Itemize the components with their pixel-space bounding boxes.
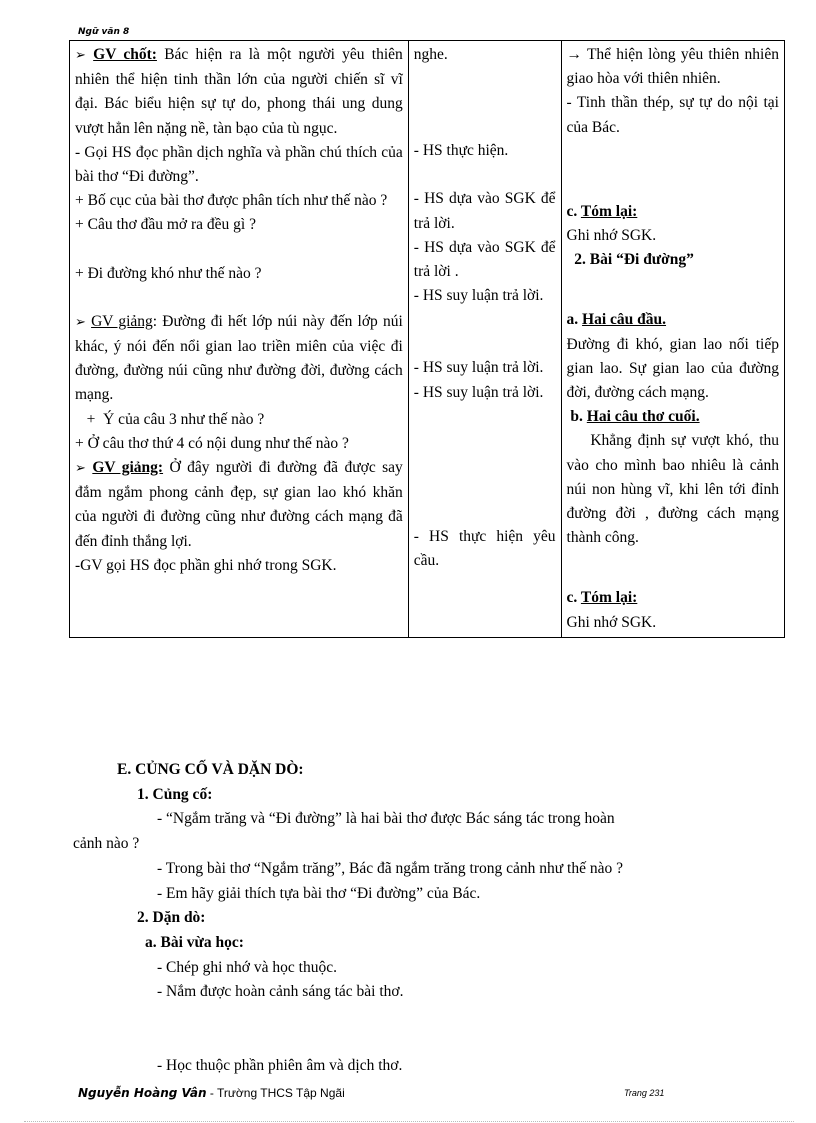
- content-text: - Tinh thần thép, sự tự do nội tại của Bác.: [566, 94, 779, 136]
- content-text: → Thể hiện lòng yêu thiên nhiên giao hòa với thiên nhiên.: [566, 46, 779, 88]
- subheading-label: Tóm lại:: [580, 202, 638, 220]
- student-activity: - HS dựa vào SGK để trả lời .: [413, 238, 556, 281]
- note-label: GV giảng: [91, 312, 153, 330]
- content-subheading: [567, 308, 779, 332]
- review-question: - Em hãy giải thích tựa bài thơ “Đi đường” của Bác.: [157, 884, 481, 902]
- bullet-arrow-icon: ➢: [75, 314, 86, 330]
- teacher-instruction: -GV gọi HS đọc phần ghi nhớ trong SGK.: [75, 556, 337, 574]
- subsection-heading: 2. Dặn dò:: [137, 909, 206, 927]
- content-text: Đường đi khó, gian lao nối tiếp gian lao. Sự gian lao của đường đời, đường cách mạng.: [566, 335, 779, 402]
- page-header-title: Ngữ văn 8: [78, 27, 130, 37]
- content-cell: [561, 41, 784, 638]
- bullet-arrow-icon: ➢: [75, 48, 86, 63]
- subheading-prefix: c.: [566, 202, 581, 220]
- student-activity: - HS dựa vào SGK để trả lời.: [413, 190, 556, 232]
- teacher-question: + Ý của câu 3 như thế nào ?: [75, 410, 265, 428]
- content-subheading: [567, 405, 779, 429]
- student-activity: - HS thực hiện.: [413, 142, 509, 160]
- subsection-heading: a. Bài vừa học:: [145, 933, 244, 951]
- teacher-question: + Đi đường khó như thế nào ?: [75, 264, 262, 282]
- note-text: Bác hiện ra là một người yêu thiên nhiên thể hiện tinh thần lớn của người chiến sĩ vĩ đại. Bác biểu hiện sự tự do, phong thái ung dung vượt hẳn lên nặng nề, tàn bạo của tù ngục.: [75, 46, 403, 137]
- subheading-label: Hai câu đầu.: [582, 311, 667, 329]
- note-label: GV chốt:: [93, 46, 157, 63]
- subheading-label: Tóm lại:: [580, 589, 638, 607]
- subheading-prefix: c.: [566, 589, 581, 607]
- content-subheading: [567, 200, 779, 224]
- content-text: Ghi nhớ SGK.: [566, 227, 657, 245]
- teacher-question: + Bố cục của bài thơ được phân tích như thế nào ?: [75, 192, 388, 210]
- page-footer: [78, 1086, 778, 1100]
- subsection-heading: 1. Củng cố:: [137, 785, 213, 803]
- footer-school: - Trường THCS Tập Ngãi: [206, 1086, 345, 1100]
- bottom-divider: [24, 1121, 794, 1122]
- homework-item: - Học thuộc phần phiên âm và dịch thơ.: [157, 1057, 403, 1075]
- review-question-cont: cảnh nào ?: [73, 835, 140, 853]
- bullet-arrow-icon: ➢: [75, 461, 86, 477]
- teacher-note: [75, 456, 403, 554]
- teacher-note: [75, 43, 403, 141]
- student-activity: - HS suy luận trả lời.: [413, 383, 544, 401]
- subheading-prefix: a.: [566, 311, 583, 329]
- content-text: Ghi nhớ SGK.: [566, 613, 657, 631]
- student-activity: nghe.: [413, 46, 448, 63]
- footer-author: Nguyễn Hoàng Vân: [78, 1086, 207, 1100]
- teacher-question: + Ở câu thơ thứ 4 có nội dung như thế nào ?: [75, 434, 349, 452]
- consolidation-section: [69, 758, 785, 1079]
- teacher-instruction: - Gọi HS đọc phần dịch nghĩa và phần chú thích của bài thơ “Đi đường”.: [75, 143, 403, 186]
- teacher-question: + Câu thơ đầu mở ra đều gì ?: [75, 216, 256, 234]
- lesson-table: [69, 40, 785, 638]
- student-activity: - HS suy luận trả lời.: [413, 359, 544, 377]
- student-activity-cell: [408, 41, 561, 638]
- homework-item: - Chép ghi nhớ và học thuộc.: [157, 958, 337, 976]
- footer-page-number: Trang 231: [624, 1088, 665, 1098]
- content-heading: 2. Bài “Đi đường”: [566, 251, 694, 269]
- subheading-label: Hai câu thơ cuối.: [586, 408, 700, 426]
- note-text: : Đường đi hết lớp núi này đến lớp núi khác, ý nói đến nổi gian lao triền miên của việc đi đường, đường núi cũng như đường đời, đường cách mạng.: [75, 312, 403, 404]
- student-activity: - HS thực hiện yêu cầu.: [413, 527, 556, 570]
- review-question: - Trong bài thơ “Ngắm trăng”, Bác đã ngắm trăng trong cảnh như thế nào ?: [157, 859, 623, 877]
- section-heading: E. CỦNG CỐ VÀ DẶN DÒ:: [117, 761, 304, 778]
- student-activity: - HS suy luận trả lời.: [413, 287, 544, 305]
- content-subheading: [567, 586, 779, 610]
- homework-item: - Nắm được hoàn cảnh sáng tác bài thơ.: [157, 983, 404, 1001]
- subheading-prefix: b.: [566, 408, 587, 426]
- note-text: Ở đây người đi đường đã được say đắm ngắm phong cảnh đẹp, sự gian lao khó khăn của người đi đường cũng như đường cách mạng đã đến đỉnh thắng lợi.: [75, 459, 403, 550]
- table-row: [70, 41, 785, 638]
- teacher-note: [75, 310, 403, 408]
- note-label: GV giảng:: [92, 459, 164, 477]
- review-question: - “Ngắm trăng và “Đi đường” là hai bài thơ được Bác sáng tác trong hoàn: [157, 810, 615, 828]
- content-text: Khẳng định sự vượt khó, thu vào cho mình bao nhiêu là cảnh núi non hùng vĩ, khi lên tới đỉnh đường đời , đường cách mạng thành công.: [566, 432, 783, 547]
- teacher-activity-cell: [70, 41, 409, 638]
